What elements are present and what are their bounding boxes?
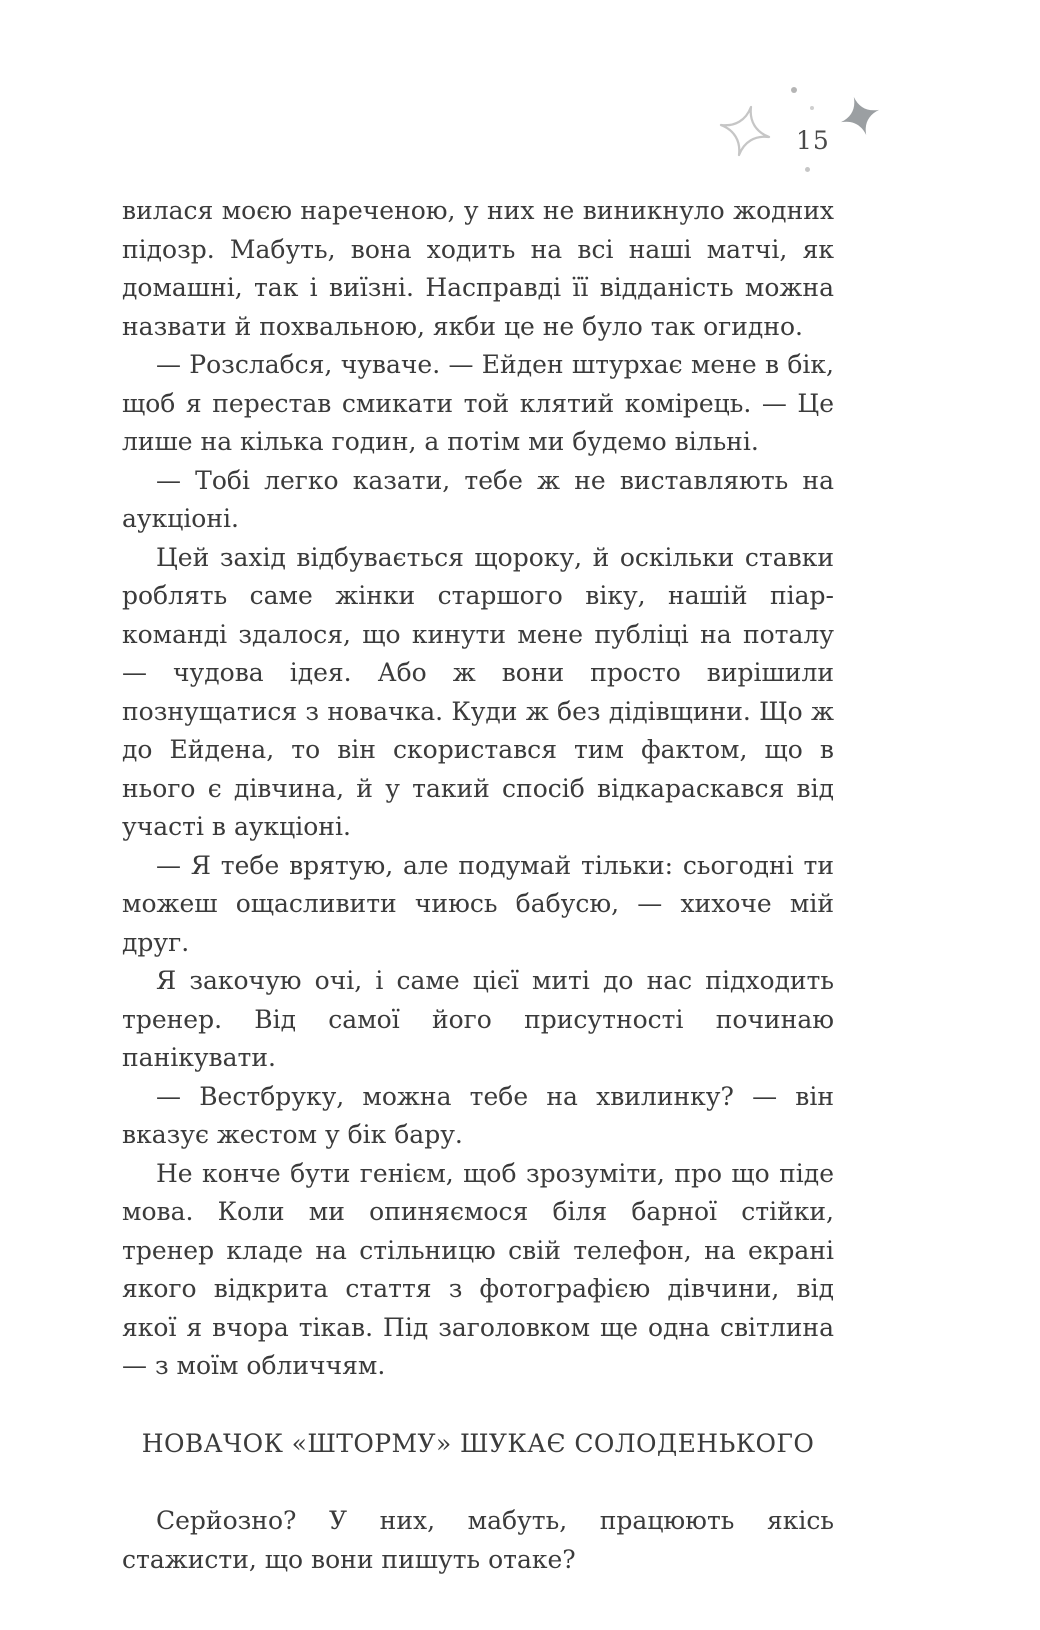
decorative-dot	[791, 87, 797, 93]
paragraph: Серйозно? У них, мабуть, працюють якісь стажисти, що вони пишуть отаке?	[122, 1506, 834, 1574]
paragraph: Цей захід відбувається щороку, й оскільки ставки роблять саме жінки старшого віку, нашій піар-команді здалося, що кинути мене публіці на поталу — чудова ідея. Або ж вони просто вирішили познущатися з новачка. Куди ж без дідівщини. Що ж до Ейдена, то він скористався тим фактом, що в нього є дівчина, й у такий спосіб відкараскався від участі в аукціоні.	[122, 542, 834, 841]
article-headline: НОВАЧОК «ШТОРМУ» ШУКАЄ СОЛОДЕНЬКОГО	[141, 1428, 815, 1458]
page-text	[122, 192, 834, 1579]
paragraph: — Тобі легко казати, тебе ж не виставляють на аукціоні.	[122, 465, 834, 533]
page-number: 15	[796, 126, 830, 155]
paragraph: — Я тебе врятую, але подумай тільки: сьогодні ти можеш ощасливити чиюсь бабусю, — хихоче мій друг.	[122, 850, 834, 957]
paragraph: — Вестбруку, можна тебе на хвилинку? — він вказує жестом у бік бару.	[122, 1081, 834, 1149]
paragraph: вилася моєю нареченою, у них не виникнуло жодних підозр. Мабуть, вона ходить на всі наші матчі, як домашні, так і виїзні. Насправді її відданість можна назвати й похвальною, якби це не було так огидно.	[122, 196, 834, 341]
paragraph: Не конче бути генієм, щоб зрозуміти, про що піде мова. Коли ми опиняємося біля барної стійки, тренер кладе на стільницю свій телефон, на екрані якого відкрита стаття з фотографією дівчини, від якої я вчора тікав. Під заголовком ще одна світлина — з моїм обличчям.	[122, 1158, 834, 1380]
sparkle-outline-icon	[712, 98, 777, 163]
paragraph: Я закочую очі, і саме цієї миті до нас підходить тренер. Від самої його присутності починаю панікувати.	[122, 966, 834, 1072]
decorative-dot	[805, 167, 810, 172]
paragraph: — Розслабся, чуваче. — Ейден штурхає мене в бік, щоб я перестав смикати той клятий комірець. — Це лише на кілька годин, а потім ми будемо вільні.	[122, 350, 834, 456]
sparkle-filled-icon	[835, 91, 885, 141]
decorative-dot	[810, 106, 814, 110]
